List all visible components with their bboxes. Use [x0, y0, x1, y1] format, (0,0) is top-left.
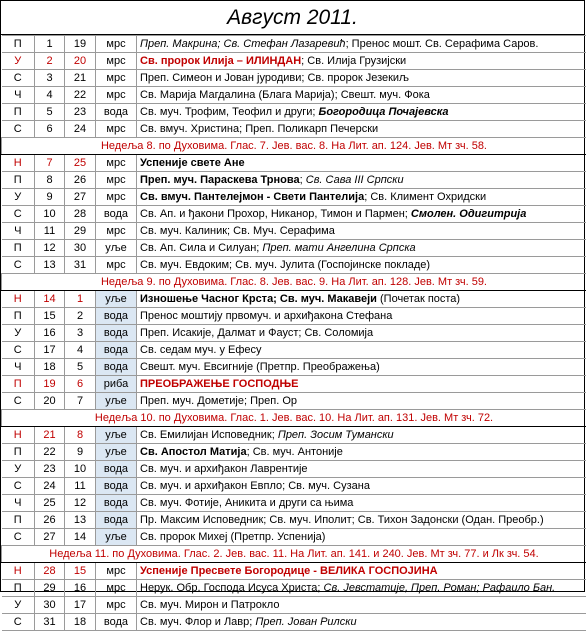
day-row — [2, 495, 586, 512]
date-cell: 23 — [35, 461, 65, 478]
week-header-row — [2, 274, 586, 291]
feast-cell — [137, 104, 586, 121]
date-cell: 21 — [35, 427, 65, 444]
feast-cell — [137, 478, 586, 495]
weekday-cell: П — [2, 104, 35, 121]
fasting-cell: вода — [96, 359, 137, 376]
feast-cell — [137, 189, 586, 206]
day-row — [2, 580, 586, 597]
fasting-cell: мрс — [96, 189, 137, 206]
feast-text: Св. вмуч. Пантелејмон - Свети Пантелија — [140, 191, 364, 203]
feast-cell — [137, 257, 586, 274]
week-header: Недеља 8. по Духовима. Глас. 7. Јев. вас. 8. На Лит. ап. 124. Јев. Мт зч. 58. — [2, 138, 586, 155]
day-row — [2, 308, 586, 325]
feast-text: Преп. мати Ангелина Српска — [262, 242, 415, 254]
date-cell: 2 — [35, 53, 65, 70]
feast-text: Св. муч. Мирон и Патрокло — [140, 599, 279, 611]
weekday-cell: С — [2, 70, 35, 87]
day-row — [2, 478, 586, 495]
day-row — [2, 512, 586, 529]
weekday-cell: П — [2, 444, 35, 461]
feast-text: Св. пророк Михеј (Претпр. Успенија) — [140, 531, 325, 543]
feast-cell — [137, 342, 586, 359]
feast-cell — [137, 393, 586, 410]
fasting-cell: вода — [96, 512, 137, 529]
feast-text: Богородица Почајевска — [319, 106, 449, 118]
old-date-cell: 21 — [65, 70, 96, 87]
weekday-cell: С — [2, 121, 35, 138]
weekday-cell: П — [2, 172, 35, 189]
date-cell: 18 — [35, 359, 65, 376]
feast-cell — [137, 580, 586, 597]
feast-cell — [137, 563, 586, 580]
weekday-cell: Ч — [2, 359, 35, 376]
fasting-cell: уље — [96, 393, 137, 410]
feast-cell — [137, 223, 586, 240]
fasting-cell: уље — [96, 240, 137, 257]
old-date-cell: 18 — [65, 614, 96, 631]
date-cell: 3 — [35, 70, 65, 87]
date-cell: 14 — [35, 291, 65, 308]
feast-text: Св. муч. Флор и Лавр; — [140, 616, 255, 628]
feast-text: Преп. Зосим Тумански — [278, 429, 394, 441]
fasting-cell: вода — [96, 325, 137, 342]
old-date-cell: 26 — [65, 172, 96, 189]
fasting-cell: вода — [96, 495, 137, 512]
fasting-cell: уље — [96, 427, 137, 444]
weekday-cell: С — [2, 529, 35, 546]
feast-cell — [137, 87, 586, 104]
day-row — [2, 189, 586, 206]
old-date-cell: 1 — [65, 291, 96, 308]
date-cell: 11 — [35, 223, 65, 240]
old-date-cell: 2 — [65, 308, 96, 325]
feast-text: Св. Марија Магдалина (Блага Марија); Свешт. муч. Фока — [140, 89, 430, 101]
feast-text: Св. вмуч. Христина; Преп. Поликарп Печерски — [140, 123, 378, 135]
old-date-cell: 14 — [65, 529, 96, 546]
fasting-cell: вода — [96, 308, 137, 325]
fasting-cell: вода — [96, 478, 137, 495]
feast-cell — [137, 444, 586, 461]
weekday-cell: П — [2, 580, 35, 597]
day-row — [2, 155, 586, 172]
old-date-cell: 13 — [65, 512, 96, 529]
feast-text: Св. муч. Евдоким; Св. муч. Јулита (Госпојинске покладе) — [140, 259, 430, 271]
weekday-cell: Н — [2, 291, 35, 308]
date-cell: 13 — [35, 257, 65, 274]
date-cell: 20 — [35, 393, 65, 410]
feast-text: Св. Емилијан Исповедник; — [140, 429, 278, 441]
feast-text: ПРЕОБРАЖЕЊЕ ГОСПОДЊЕ — [140, 378, 299, 390]
feast-text: Преп. Јован Рилски — [255, 616, 356, 628]
old-date-cell: 22 — [65, 87, 96, 104]
old-date-cell: 5 — [65, 359, 96, 376]
date-cell: 28 — [35, 563, 65, 580]
weekday-cell: У — [2, 597, 35, 614]
feast-text: Св. муч. и архиђакон Евпло; Св. муч. Сузана — [140, 480, 370, 492]
feast-text: Св. муч. Калиник; Св. Муч. Серафима — [140, 225, 335, 237]
feast-cell — [137, 155, 586, 172]
feast-cell — [137, 36, 586, 53]
weekday-cell: П — [2, 376, 35, 393]
feast-text: Успеније Пресвете Богородице - ВЕЛИКА ГОСПОЈИНА — [140, 565, 438, 577]
old-date-cell: 15 — [65, 563, 96, 580]
day-row — [2, 325, 586, 342]
day-row — [2, 206, 586, 223]
weekday-cell: Н — [2, 155, 35, 172]
feast-text: Св. муч. и архиђакон Лаврентије — [140, 463, 308, 475]
weekday-cell: С — [2, 614, 35, 631]
calendar-table — [1, 35, 586, 631]
feast-cell — [137, 376, 586, 393]
day-row — [2, 444, 586, 461]
day-row — [2, 461, 586, 478]
day-row — [2, 172, 586, 189]
day-row — [2, 53, 586, 70]
fasting-cell: мрс — [96, 257, 137, 274]
fasting-cell: мрс — [96, 155, 137, 172]
date-cell: 30 — [35, 597, 65, 614]
feast-cell — [137, 495, 586, 512]
fasting-cell: мрс — [96, 172, 137, 189]
old-date-cell: 29 — [65, 223, 96, 240]
weekday-cell: С — [2, 206, 35, 223]
feast-cell — [137, 206, 586, 223]
feast-cell — [137, 427, 586, 444]
fasting-cell: мрс — [96, 563, 137, 580]
date-cell: 8 — [35, 172, 65, 189]
old-date-cell: 7 — [65, 393, 96, 410]
date-cell: 7 — [35, 155, 65, 172]
date-cell: 6 — [35, 121, 65, 138]
feast-cell — [137, 512, 586, 529]
feast-text: Св. пророк Илија – ИЛИНДАН — [140, 55, 301, 67]
date-cell: 12 — [35, 240, 65, 257]
fasting-cell: уље — [96, 444, 137, 461]
date-cell: 26 — [35, 512, 65, 529]
day-row — [2, 393, 586, 410]
fasting-cell: мрс — [96, 223, 137, 240]
old-date-cell: 12 — [65, 495, 96, 512]
day-row — [2, 121, 586, 138]
date-cell: 17 — [35, 342, 65, 359]
weekday-cell: Н — [2, 427, 35, 444]
fasting-cell: мрс — [96, 121, 137, 138]
calendar-title: Август 2011. — [1, 1, 584, 35]
day-row — [2, 563, 586, 580]
weekday-cell: П — [2, 308, 35, 325]
feast-cell — [137, 308, 586, 325]
feast-cell — [137, 53, 586, 70]
feast-text: ; — [300, 174, 306, 186]
weekday-cell: С — [2, 478, 35, 495]
week-header-row — [2, 546, 586, 563]
old-date-cell: 4 — [65, 342, 96, 359]
weekday-cell: С — [2, 257, 35, 274]
feast-text: Св. седам муч. у Ефесу — [140, 344, 262, 356]
old-date-cell: 20 — [65, 53, 96, 70]
old-date-cell: 27 — [65, 189, 96, 206]
feast-text: Преп. муч. Параскева Трнова — [140, 174, 300, 186]
weekday-cell: Н — [2, 563, 35, 580]
old-date-cell: 31 — [65, 257, 96, 274]
feast-text: Преп. Исакије, Далмат и Фауст; Св. Соломија — [140, 327, 373, 339]
fasting-cell: вода — [96, 342, 137, 359]
day-row — [2, 376, 586, 393]
feast-cell — [137, 325, 586, 342]
weekday-cell: П — [2, 36, 35, 53]
feast-text: (Почетак поста) — [377, 293, 460, 305]
weekday-cell: Ч — [2, 223, 35, 240]
feast-text: Св. Сава III Српски — [306, 174, 404, 186]
old-date-cell: 28 — [65, 206, 96, 223]
weekday-cell: У — [2, 189, 35, 206]
day-row — [2, 342, 586, 359]
feast-cell — [137, 614, 586, 631]
old-date-cell: 10 — [65, 461, 96, 478]
weekday-cell: У — [2, 53, 35, 70]
day-row — [2, 614, 586, 631]
fasting-cell: мрс — [96, 580, 137, 597]
day-row — [2, 104, 586, 121]
feast-text: Преп. Симеон и Јован јуродиви; Св. пророк Језекиљ — [140, 72, 409, 84]
day-row — [2, 427, 586, 444]
date-cell: 5 — [35, 104, 65, 121]
day-row — [2, 240, 586, 257]
fasting-cell: уље — [96, 529, 137, 546]
date-cell: 24 — [35, 478, 65, 495]
weekday-cell: У — [2, 325, 35, 342]
feast-text: Смолен. Одигитрија — [411, 208, 526, 220]
fasting-cell: мрс — [96, 597, 137, 614]
day-row — [2, 70, 586, 87]
feast-text: Св. Ап. и ђакони Прохор, Никанор, Тимон и Пармен; — [140, 208, 411, 220]
date-cell: 31 — [35, 614, 65, 631]
day-row — [2, 36, 586, 53]
day-row — [2, 223, 586, 240]
old-date-cell: 9 — [65, 444, 96, 461]
weekday-cell: С — [2, 342, 35, 359]
fasting-cell: вода — [96, 104, 137, 121]
old-date-cell: 17 — [65, 597, 96, 614]
day-row — [2, 359, 586, 376]
weekday-cell: Ч — [2, 495, 35, 512]
feast-text: Преп. Макрина; — [140, 38, 224, 50]
fasting-cell: мрс — [96, 36, 137, 53]
feast-cell — [137, 121, 586, 138]
date-cell: 29 — [35, 580, 65, 597]
feast-text: ; Св. Климент Охридски — [364, 191, 486, 203]
date-cell: 16 — [35, 325, 65, 342]
feast-text: Успеније свете Ане — [140, 157, 245, 169]
feast-text: Св. Апостол Матија — [140, 446, 247, 458]
old-date-cell: 30 — [65, 240, 96, 257]
fasting-cell: мрс — [96, 87, 137, 104]
week-header: Недеља 11. по Духовима. Глас. 2. Јев. вас. 11. На Лит. ап. 141. и 240. Јев. Мт зч. 77. и Лк зч. 54. — [2, 546, 586, 563]
weekday-cell: Ч — [2, 87, 35, 104]
feast-cell — [137, 172, 586, 189]
date-cell: 25 — [35, 495, 65, 512]
weekday-cell: У — [2, 461, 35, 478]
date-cell: 10 — [35, 206, 65, 223]
feast-cell — [137, 70, 586, 87]
feast-cell — [137, 359, 586, 376]
feast-text: Нерук. Обр. Господа Исуса Христа; — [140, 582, 324, 594]
feast-text: ; Св. Илија Грузијски — [301, 55, 406, 67]
date-cell: 27 — [35, 529, 65, 546]
old-date-cell: 3 — [65, 325, 96, 342]
fasting-cell: уље — [96, 291, 137, 308]
feast-text: Пренос моштију првомуч. и архиђакона Стефана — [140, 310, 392, 322]
feast-cell — [137, 529, 586, 546]
date-cell: 19 — [35, 376, 65, 393]
old-date-cell: 16 — [65, 580, 96, 597]
feast-text: Пр. Максим Исповедник; Св. муч. Иполит; Св. Тихон Задонски (Одан. Преобр.) — [140, 514, 544, 526]
old-date-cell: 25 — [65, 155, 96, 172]
weekday-cell: П — [2, 512, 35, 529]
feast-cell — [137, 597, 586, 614]
day-row — [2, 597, 586, 614]
feast-cell — [137, 461, 586, 478]
fasting-cell: мрс — [96, 70, 137, 87]
fasting-cell: вода — [96, 614, 137, 631]
old-date-cell: 24 — [65, 121, 96, 138]
feast-text: Свешт. муч. Евсигније (Претпр. Преображења) — [140, 361, 380, 373]
fasting-cell: мрс — [96, 53, 137, 70]
old-date-cell: 8 — [65, 427, 96, 444]
day-row — [2, 257, 586, 274]
date-cell: 1 — [35, 36, 65, 53]
day-row — [2, 291, 586, 308]
date-cell: 15 — [35, 308, 65, 325]
week-header-row — [2, 410, 586, 427]
old-date-cell: 19 — [65, 36, 96, 53]
old-date-cell: 6 — [65, 376, 96, 393]
feast-text: Св. Стефан Лазаревић — [224, 38, 346, 50]
day-row — [2, 87, 586, 104]
feast-text: ; Пренос мошт. Св. Серафима Саров. — [346, 38, 539, 50]
old-date-cell: 23 — [65, 104, 96, 121]
feast-text: Св. Јевстатије, Преп. Роман; Рафаило Бан. — [324, 582, 556, 594]
feast-cell — [137, 240, 586, 257]
week-header: Недеља 10. по Духовима. Глас. 1. Јев. вас. 10. На Лит. ап. 131. Јев. Мт зч. 72. — [2, 410, 586, 427]
feast-cell — [137, 291, 586, 308]
date-cell: 4 — [35, 87, 65, 104]
week-header-row — [2, 138, 586, 155]
fasting-cell: вода — [96, 461, 137, 478]
old-date-cell: 11 — [65, 478, 96, 495]
date-cell: 22 — [35, 444, 65, 461]
feast-text: Св. муч. Трофим, Теофил и други; — [140, 106, 319, 118]
weekday-cell: С — [2, 393, 35, 410]
fasting-cell: вода — [96, 206, 137, 223]
feast-text: Св. Ап. Сила и Силуан; — [140, 242, 262, 254]
day-row — [2, 529, 586, 546]
weekday-cell: П — [2, 240, 35, 257]
week-header: Недеља 9. по Духовима. Глас. 8. Јев. вас. 9. На Лит. ап. 128. Јев. Мт зч. 59. — [2, 274, 586, 291]
feast-text: ; Св. муч. Антоније — [247, 446, 343, 458]
feast-text: Изношење Часног Крста; Св. муч. Макавеји — [140, 293, 377, 305]
feast-text: Преп. муч. Дометије; Преп. Ор — [140, 395, 297, 407]
fasting-cell: риба — [96, 376, 137, 393]
feast-text: Св. муч. Фотије, Аникита и други са њима — [140, 497, 353, 509]
date-cell: 9 — [35, 189, 65, 206]
